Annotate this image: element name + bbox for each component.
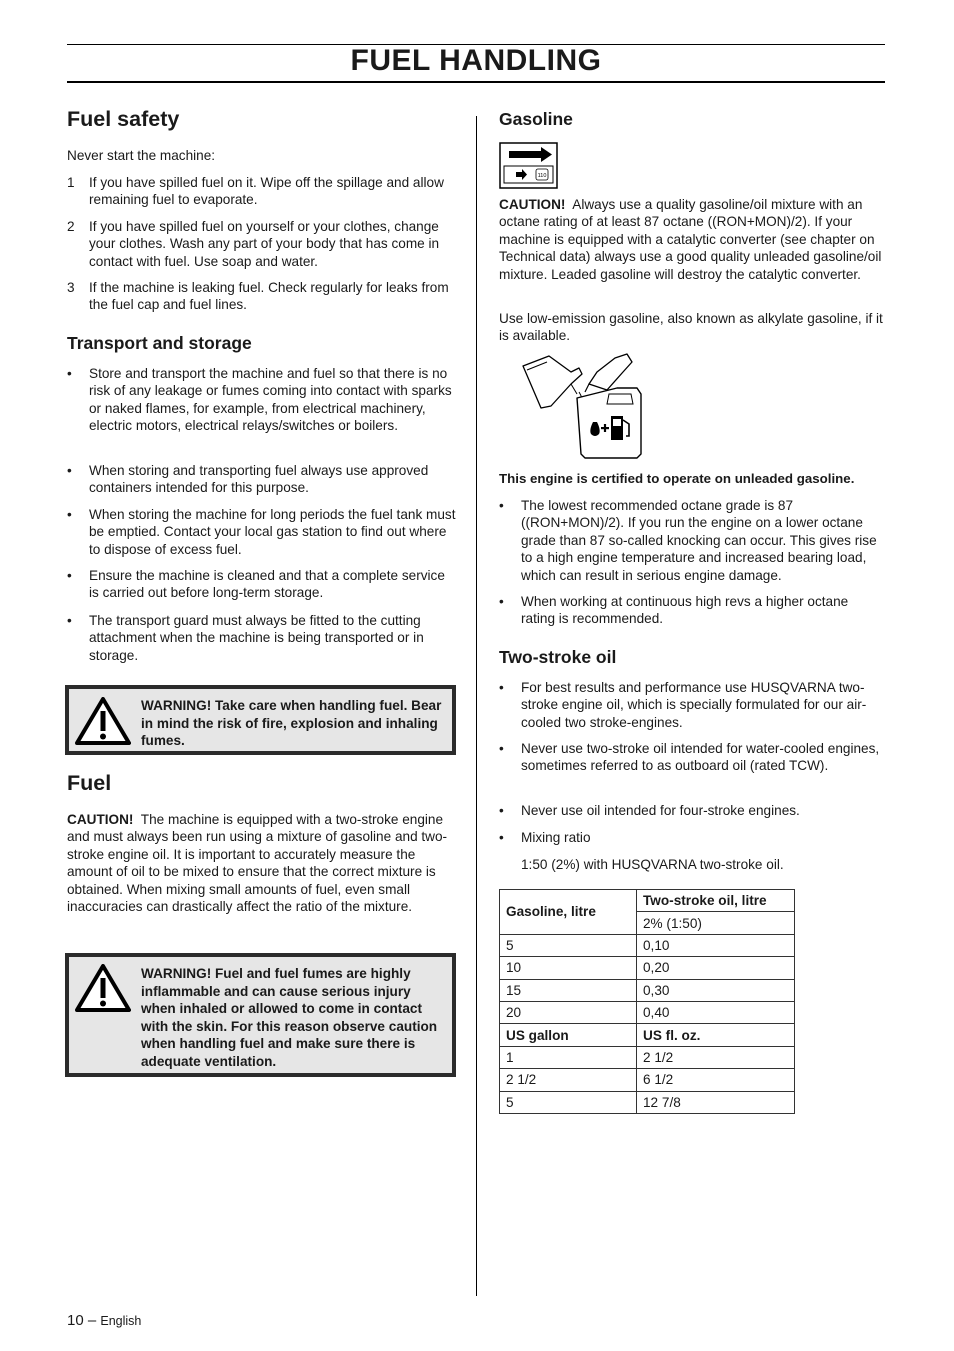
page-number: 10 –	[67, 1312, 97, 1329]
page-title: FUEL HANDLING	[350, 44, 602, 77]
table-cell: 0,30	[637, 979, 795, 1001]
table-cell: 12 7/8	[637, 1091, 795, 1113]
list-number: 2	[67, 219, 75, 234]
manual-reference-icon	[499, 142, 559, 189]
bullet: •	[67, 568, 72, 583]
list-item	[67, 567, 457, 603]
list-text: When working at continuous high revs a higher octane rating is recommended.	[521, 594, 849, 627]
table-cell: 2 1/2	[500, 1069, 637, 1091]
warning-text: WARNING! Fuel and fuel fumes are highly inflammable and can cause serious injury when inhaled or allowed to come in contact with the skin. For this reason observe caution when handling fuel and make sure there is adequate ventilation.	[141, 966, 438, 1069]
list-text: Ensure the machine is cleaned and that a complete service is carried out before long-term storage.	[89, 568, 445, 601]
gasoline-caution-paragraph	[499, 196, 885, 283]
table-row	[500, 957, 795, 979]
warning-box-fuel-fumes	[65, 953, 456, 1077]
list-item	[67, 218, 457, 272]
mixing-ratio-value: 1:50 (2%) with HUSQVARNA two-stroke oil.	[521, 857, 784, 872]
list-item	[499, 802, 885, 820]
list-item	[67, 365, 457, 453]
list-number: 1	[67, 175, 75, 190]
bullet: •	[499, 830, 504, 845]
list-text: Never use two-stroke oil intended for water-cooled engines, sometimes referred to as outboard oil (rated TCW).	[521, 741, 880, 774]
table-cell: 10	[500, 957, 637, 979]
list-text: When storing the machine for long periods the fuel tank must be emptied. Contact your local gas station to find out where to dispose of excess fuel.	[89, 507, 456, 557]
table-cell: 1	[500, 1046, 637, 1068]
bullet: •	[499, 680, 504, 695]
table-cell: 5	[500, 1091, 637, 1113]
list-text: The transport guard must always be fitted to the cutting attachment when the machine is being transported or in storage.	[89, 613, 424, 663]
list-item	[67, 462, 457, 498]
table-cell: 5	[500, 934, 637, 956]
list-item	[499, 593, 885, 629]
fuel-caution-paragraph	[67, 811, 457, 915]
fuel-safety-intro: Never start the machine:	[67, 148, 216, 163]
list-text: If the machine is leaking fuel. Check regularly for leaks from the fuel cap and fuel lines.	[89, 280, 449, 313]
fuel-safety-heading: Fuel safety	[67, 107, 180, 131]
bullet: •	[67, 366, 72, 381]
bullet: •	[499, 594, 504, 609]
bullet: •	[499, 498, 504, 513]
list-item	[67, 174, 457, 210]
list-text: For best results and performance use HUSQVARNA two-stroke engine oil, which is specially formulated for our air-cooled two stroke-engines.	[521, 680, 867, 730]
certified-statement: This engine is certified to operate on unleaded gasoline.	[499, 471, 855, 486]
bullet: •	[499, 741, 504, 756]
column-divider	[476, 116, 477, 1296]
list-text: When storing and transporting fuel always use approved containers intended for this purpose.	[89, 463, 429, 496]
table-row	[500, 1046, 795, 1068]
table-row	[500, 890, 795, 912]
list-text: The lowest recommended octane grade is 87 ((RON+MON)/2). If you run the engine on a lower octane grade than 87 so-called knocking can occur. This gives rise to a high engine temperature and increased bearing load, which can result in serious engine damage.	[521, 498, 877, 583]
list-item	[67, 279, 457, 315]
list-item	[499, 679, 885, 733]
low-emission-paragraph: Use low-emission gasoline, also known as alkylate gasoline, if it is available.	[499, 311, 883, 344]
fuel-heading: Fuel	[67, 771, 112, 795]
list-number: 3	[67, 280, 75, 295]
table-cell: 0,10	[637, 934, 795, 956]
transport-heading: Transport and storage	[67, 333, 252, 353]
caution-text: The machine is equipped with a two-stroke engine and must always been run using a mixture of gasoline and two-stroke engine oil. It is important to accurately measure the amount of oil to be mixed to ensure that the correct mixture is obtained. When mixing small amounts of fuel, even small inaccuracies can drastically affect the ratio of the mixture.	[67, 812, 448, 915]
list-text: If you have spilled fuel on yourself or your clothes, change your clothes. Wash any part of your body that has come in contact with fuel. Use soap and water.	[89, 219, 440, 269]
table-header-cell: US fl. oz.	[637, 1024, 795, 1046]
table-row	[500, 1091, 795, 1113]
mixing-ratio-table	[499, 889, 795, 1114]
footer-language: English	[100, 1314, 142, 1328]
list-item	[499, 740, 885, 794]
table-cell: 0,40	[637, 1001, 795, 1023]
gasoline-heading: Gasoline	[499, 109, 573, 129]
caution-label: CAUTION!	[499, 197, 566, 212]
bullet: •	[67, 507, 72, 522]
table-cell: 20	[500, 1001, 637, 1023]
table-header-cell: Two-stroke oil, litre	[637, 890, 795, 912]
table-cell: 15	[500, 979, 637, 1001]
warning-box-fuel-handling	[65, 685, 456, 755]
list-item	[499, 497, 885, 585]
bullet: •	[499, 803, 504, 818]
bullet: •	[67, 463, 72, 478]
warning-triangle-icon	[75, 964, 131, 1012]
table-row	[500, 979, 795, 1001]
table-row	[500, 1024, 795, 1046]
caution-text: Always use a quality gasoline/oil mixture with an octane rating of at least 87 octane ((RON+MON)/2). If your machine is equipped with a catalytic converter (see chapter on Technical data) always use a good quality unleaded gasoline/oil mixture. Leaded gasoline will destroy the catalytic converter.	[499, 197, 882, 282]
table-row	[500, 1069, 795, 1091]
table-header-cell: US gallon	[500, 1024, 637, 1046]
table-cell: 2% (1:50)	[637, 912, 795, 934]
fuel-can-mixing-illustration	[519, 350, 645, 462]
list-item	[67, 612, 457, 666]
warning-triangle-icon	[75, 697, 131, 745]
list-text: Never use oil intended for four-stroke engines.	[521, 803, 800, 818]
table-cell: 0,20	[637, 957, 795, 979]
list-text: Mixing ratio	[521, 830, 591, 845]
bullet: •	[67, 613, 72, 628]
list-text: If you have spilled fuel on it. Wipe off the spillage and allow remaining fuel to evaporate.	[89, 175, 444, 208]
page-footer	[67, 1312, 141, 1329]
list-text: Store and transport the machine and fuel so that there is no risk of any leakage or fumes coming into contact with sparks or naked flames, for example, from electrical machinery, electric motors, electrical relays/switches or boilers.	[89, 366, 452, 434]
list-item	[499, 829, 885, 847]
table-row	[500, 934, 795, 956]
caution-label: CAUTION!	[67, 812, 134, 827]
list-item	[67, 506, 457, 560]
table-header-cell: Gasoline, litre	[500, 890, 637, 935]
icon-label: 110	[537, 173, 547, 179]
table-row	[500, 1001, 795, 1023]
table-cell: 2 1/2	[637, 1046, 795, 1068]
table-cell: 6 1/2	[637, 1069, 795, 1091]
two-stroke-heading: Two-stroke oil	[499, 647, 617, 667]
warning-text: WARNING! Take care when handling fuel. Bear in mind the risk of fire, explosion and inhaling fumes.	[141, 698, 442, 749]
header-bottom-rule	[67, 81, 885, 83]
